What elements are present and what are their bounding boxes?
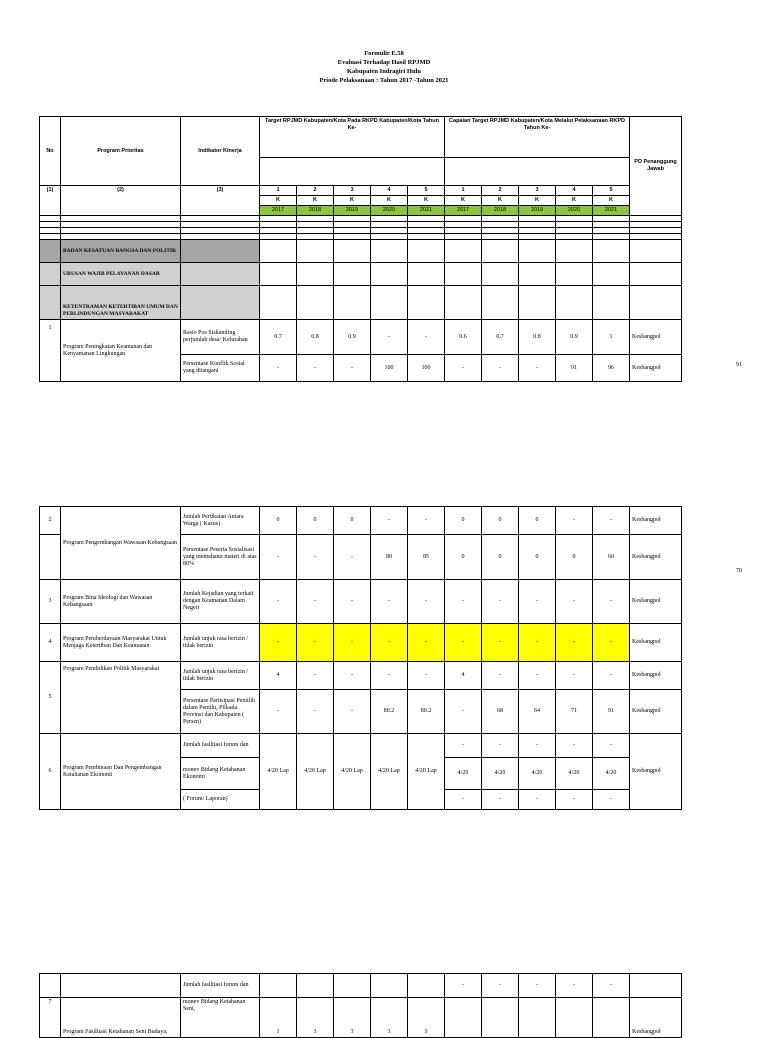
col-program: Program Prioritas bbox=[61, 117, 181, 186]
target-value: 1 bbox=[260, 998, 297, 1038]
target-value: 100 bbox=[408, 355, 445, 382]
target-value: - bbox=[334, 624, 371, 662]
row-indikator: Jumlah fasilitasi forum dan bbox=[181, 734, 260, 758]
capaian-value: 4/20 bbox=[593, 758, 630, 790]
capaian-value: - bbox=[593, 624, 630, 662]
target-value: 85 bbox=[408, 535, 445, 580]
row-program: Program Peningkatan Keamanan dan Kenyamanan Lingkungan bbox=[61, 320, 181, 382]
capaian-value: 60 bbox=[593, 535, 630, 580]
row-indikator: monev Bidang Ketahanan Seni, bbox=[181, 998, 260, 1038]
row-program: Program Fasilitasi Ketahanan Seni Budaya, bbox=[61, 998, 181, 1038]
row-indikator: Persentase Konflik Sosial yang ditangani bbox=[181, 355, 260, 382]
capaian-value: 91 bbox=[556, 355, 593, 382]
capaian-value: 4/20 bbox=[445, 758, 482, 790]
capaian-value: 0 bbox=[445, 535, 482, 580]
target-value: - bbox=[334, 535, 371, 580]
k-label: K bbox=[482, 196, 519, 206]
row-program: Program Pengembangan Wawasan Kebangsaan bbox=[61, 507, 181, 580]
row-indikator: Jumlah Kejadian yang terkait dengan Keamanan Dalam Negeri bbox=[181, 580, 260, 624]
target-value: 3 bbox=[371, 998, 408, 1038]
capaian-value: 71 bbox=[556, 690, 593, 734]
row-program: Program Bina Ideologi dan Wawasan Kebangsaan bbox=[61, 580, 181, 624]
target-idx: 5 bbox=[408, 186, 445, 196]
capaian-value: - bbox=[445, 790, 482, 810]
row-program: Program Pendidikan Politik Masyarakat bbox=[61, 662, 181, 734]
capaian-value: - bbox=[482, 624, 519, 662]
target-value: 4/20 Lap bbox=[334, 734, 371, 810]
target-value: 0.9 bbox=[334, 320, 371, 355]
k-label: K bbox=[556, 196, 593, 206]
capaian-value: - bbox=[556, 507, 593, 535]
row-indikator: Persentase Partisipasi Pemilih dalam Pemilu, Pilkada Provinsi dan Kabupaten ( Persen) bbox=[181, 690, 260, 734]
section-urusan: URUSAN WAJIB PELAYANAN DASAR bbox=[61, 263, 181, 286]
target-value: 3 bbox=[408, 998, 445, 1038]
capaian-value: 1 bbox=[593, 320, 630, 355]
capaian-value: - bbox=[519, 974, 556, 998]
target-value: - bbox=[297, 690, 334, 734]
capaian-value: 64 bbox=[519, 690, 556, 734]
col-no-num: (1) bbox=[40, 186, 61, 216]
capaian-value: 91 bbox=[593, 690, 630, 734]
section-badan: BADAN KESATUAN BANGSA DAN POLITIK bbox=[61, 240, 181, 263]
form-region: Kabupaten Indragiri Hulu bbox=[346, 68, 422, 75]
table-row bbox=[40, 974, 682, 998]
capaian-value: - bbox=[556, 790, 593, 810]
section-ketentraman: KETENTRAMAN KETERTIBAN UMUM DAN PERLINDUNGAN MASYARAKAT bbox=[61, 286, 181, 320]
capaian-value: - bbox=[556, 974, 593, 998]
capaian-value: - bbox=[482, 662, 519, 690]
capaian-value: - bbox=[593, 790, 630, 810]
target-value: 0.7 bbox=[260, 320, 297, 355]
target-value: 0 bbox=[334, 507, 371, 535]
capaian-value: 0 bbox=[519, 535, 556, 580]
year-cell: 2020 bbox=[556, 206, 593, 216]
evaluation-table-page1 bbox=[39, 116, 682, 382]
year-cell: 2017 bbox=[260, 206, 297, 216]
capaian-value: 0.9 bbox=[556, 320, 593, 355]
target-value: 0 bbox=[297, 507, 334, 535]
col-target: Target RPJMD Kabupaten/Kota Pada RKPD Kabupaten/Kota Tahun Ke- bbox=[260, 117, 445, 158]
year-cell: 2019 bbox=[334, 206, 371, 216]
target-idx: 1 bbox=[260, 186, 297, 196]
k-label: K bbox=[334, 196, 371, 206]
row-indikator: Jumlah unjuk rasa berizin / tidak berizin bbox=[181, 662, 260, 690]
capaian-value: 96 bbox=[593, 355, 630, 382]
row-indikator: Jumlah Pertikaian Antara Warga ( Kasus) bbox=[181, 507, 260, 535]
target-value: - bbox=[408, 320, 445, 355]
section-row-badan bbox=[40, 240, 682, 263]
target-value: - bbox=[408, 580, 445, 624]
row-no: 1 bbox=[40, 320, 61, 382]
target-value: - bbox=[408, 624, 445, 662]
capaian-value: 4/20 bbox=[482, 758, 519, 790]
target-value: - bbox=[260, 355, 297, 382]
capaian-value: - bbox=[445, 624, 482, 662]
row-no: 7 bbox=[40, 998, 61, 1038]
k-label: K bbox=[297, 196, 334, 206]
row-program: Program Pembinaan Dan Pengembangan Ketahanan Ekonomi bbox=[61, 734, 181, 810]
target-value: 0 bbox=[260, 507, 297, 535]
capaian-value: 4/20 bbox=[556, 758, 593, 790]
capaian-value: 4/20 bbox=[519, 758, 556, 790]
row-pd: Kesbangpol bbox=[630, 734, 682, 810]
capaian-value: - bbox=[593, 662, 630, 690]
target-value: 4/20 Lap bbox=[260, 734, 297, 810]
capaian-value: - bbox=[482, 974, 519, 998]
k-label: K bbox=[445, 196, 482, 206]
capaian-value: 0.6 bbox=[445, 320, 482, 355]
row-pd: Kesbangpol bbox=[630, 580, 682, 624]
target-value: - bbox=[260, 624, 297, 662]
evaluation-table-page2 bbox=[39, 506, 682, 810]
row-pd: Kesbangpol bbox=[630, 320, 682, 355]
capaian-value: - bbox=[445, 974, 482, 998]
capaian-value: - bbox=[556, 662, 593, 690]
target-value: - bbox=[334, 662, 371, 690]
capaian-value: - bbox=[593, 580, 630, 624]
target-idx: 3 bbox=[334, 186, 371, 196]
target-value: - bbox=[371, 320, 408, 355]
col-no: No bbox=[40, 117, 61, 186]
k-label: K bbox=[260, 196, 297, 206]
target-value: 4/20 Lap bbox=[371, 734, 408, 810]
section-row-ketentraman bbox=[40, 286, 682, 320]
row-indikator: ( Forum/ Laporan) bbox=[181, 790, 260, 810]
row-indikator: Rasio Pos Siskamling perjumlah desa/ Kelurahan bbox=[181, 320, 260, 355]
row-pd: Kesbangpol bbox=[630, 507, 682, 535]
capaian-value: - bbox=[593, 974, 630, 998]
year-cell: 2019 bbox=[519, 206, 556, 216]
year-cell: 2018 bbox=[482, 206, 519, 216]
k-label: K bbox=[408, 196, 445, 206]
col-pd: PD Penanggung Jawab bbox=[630, 117, 682, 216]
target-value: - bbox=[334, 690, 371, 734]
form-header bbox=[0, 49, 768, 85]
row-no: 6 bbox=[40, 734, 61, 810]
target-value: - bbox=[334, 580, 371, 624]
k-label: K bbox=[593, 196, 630, 206]
capaian-value: 0.8 bbox=[519, 320, 556, 355]
table-row bbox=[40, 662, 682, 690]
target-value: 4/20 Lap bbox=[408, 734, 445, 810]
row-pd: Kesbangpol bbox=[630, 998, 682, 1038]
target-value: 3 bbox=[297, 998, 334, 1038]
target-value: - bbox=[371, 624, 408, 662]
capaian-value: 0 bbox=[445, 507, 482, 535]
target-value: 80 bbox=[371, 535, 408, 580]
capaian-value: 0 bbox=[482, 535, 519, 580]
col-indikator-num: (3) bbox=[181, 186, 260, 216]
form-number: Formulir E.58 bbox=[364, 50, 404, 57]
table-row bbox=[40, 320, 682, 355]
capaian-value: - bbox=[519, 355, 556, 382]
table-row bbox=[40, 624, 682, 662]
k-label: K bbox=[519, 196, 556, 206]
target-value: 0.8 bbox=[297, 320, 334, 355]
row-pd: Kesbangpol bbox=[630, 535, 682, 580]
row-pd: Kesbangpol bbox=[630, 662, 682, 690]
year-cell: 2020 bbox=[371, 206, 408, 216]
target-value: - bbox=[297, 662, 334, 690]
year-cell: 2017 bbox=[445, 206, 482, 216]
capaian-value: - bbox=[482, 790, 519, 810]
row-indikator: Jumlah unjuk rasa berizin / tidak berizin bbox=[181, 624, 260, 662]
year-cell: 2021 bbox=[593, 206, 630, 216]
row-pd: Kesbangpol bbox=[630, 624, 682, 662]
page-side-number: 91 bbox=[736, 362, 742, 368]
capaian-value: 0 bbox=[556, 535, 593, 580]
form-title: Evaluasi Terhadap Hasil RPJMD bbox=[337, 59, 431, 66]
row-program: Program Pemberdayaan Masyarakat Untuk Menjaga Ketertiban Dan Keamanan bbox=[61, 624, 181, 662]
capaian-idx: 1 bbox=[445, 186, 482, 196]
capaian-value: - bbox=[445, 580, 482, 624]
col-program-num: (2) bbox=[61, 186, 181, 216]
table-row bbox=[40, 734, 682, 758]
capaian-value: - bbox=[556, 734, 593, 758]
capaian-value: - bbox=[519, 580, 556, 624]
capaian-value: - bbox=[445, 355, 482, 382]
target-value: 4 bbox=[260, 662, 297, 690]
target-value: - bbox=[371, 662, 408, 690]
capaian-value: - bbox=[556, 624, 593, 662]
target-value: - bbox=[408, 507, 445, 535]
row-no: 5 bbox=[40, 662, 61, 734]
capaian-value: - bbox=[445, 734, 482, 758]
capaian-value: 68 bbox=[482, 690, 519, 734]
target-value: - bbox=[260, 535, 297, 580]
target-value: 80.2 bbox=[408, 690, 445, 734]
capaian-value: 0 bbox=[519, 507, 556, 535]
col-indikator: Indikator Kinerja bbox=[181, 117, 260, 186]
year-cell: 2021 bbox=[408, 206, 445, 216]
capaian-value: - bbox=[519, 624, 556, 662]
capaian-value: - bbox=[482, 734, 519, 758]
target-value: 80.2 bbox=[371, 690, 408, 734]
page-side-number: 70 bbox=[736, 568, 742, 574]
row-indikator: Jumlah fasilitasi forum dan bbox=[181, 974, 260, 998]
row-pd: Kesbangpol bbox=[630, 690, 682, 734]
capaian-value: 0 bbox=[482, 507, 519, 535]
capaian-value: - bbox=[519, 790, 556, 810]
target-value: - bbox=[297, 624, 334, 662]
target-value: - bbox=[408, 662, 445, 690]
target-value: 3 bbox=[334, 998, 371, 1038]
target-value: 100 bbox=[371, 355, 408, 382]
target-value: - bbox=[334, 355, 371, 382]
capaian-value: - bbox=[519, 734, 556, 758]
section-row-urusan bbox=[40, 263, 682, 286]
row-no: 2 bbox=[40, 507, 61, 535]
table-index-row bbox=[40, 186, 682, 196]
capaian-value: - bbox=[445, 690, 482, 734]
capaian-idx: 5 bbox=[593, 186, 630, 196]
year-cell: 2018 bbox=[297, 206, 334, 216]
table-row bbox=[40, 507, 682, 535]
capaian-value: - bbox=[482, 580, 519, 624]
capaian-idx: 3 bbox=[519, 186, 556, 196]
row-indikator: monev Bidang Ketahanan Ekonomi bbox=[181, 758, 260, 790]
target-value: - bbox=[297, 535, 334, 580]
target-value: 4/20 Lap bbox=[297, 734, 334, 810]
target-value: - bbox=[260, 690, 297, 734]
capaian-value: 0.7 bbox=[482, 320, 519, 355]
row-no: 4 bbox=[40, 624, 61, 662]
col-capaian: Capaian Target RPJMD Kabupaten/Kota Melalui Pelaksanaan RKPD Tahun Ke- bbox=[445, 117, 630, 158]
form-period: Priode Pelaksanaan : Tahun 2017 -Tahun 2021 bbox=[319, 77, 449, 84]
capaian-idx: 2 bbox=[482, 186, 519, 196]
row-pd: Kesbangpol bbox=[630, 355, 682, 382]
row-no: 3 bbox=[40, 580, 61, 624]
target-value: - bbox=[297, 580, 334, 624]
capaian-value: - bbox=[556, 580, 593, 624]
target-value: - bbox=[260, 580, 297, 624]
k-label: K bbox=[371, 196, 408, 206]
target-value: - bbox=[371, 580, 408, 624]
target-value: - bbox=[297, 355, 334, 382]
capaian-value: 4 bbox=[445, 662, 482, 690]
capaian-value: - bbox=[593, 507, 630, 535]
target-value: - bbox=[371, 507, 408, 535]
table-header-row bbox=[40, 117, 682, 158]
target-idx: 4 bbox=[371, 186, 408, 196]
capaian-value: - bbox=[593, 734, 630, 758]
row-indikator: Persentase Peserta Sosialisasi yang memahami materi di atas 80% bbox=[181, 535, 260, 580]
capaian-value: - bbox=[482, 355, 519, 382]
table-row bbox=[40, 580, 682, 624]
table-row bbox=[40, 998, 682, 1038]
capaian-value: - bbox=[519, 662, 556, 690]
target-idx: 2 bbox=[297, 186, 334, 196]
evaluation-table-page3 bbox=[39, 973, 682, 1038]
capaian-idx: 4 bbox=[556, 186, 593, 196]
